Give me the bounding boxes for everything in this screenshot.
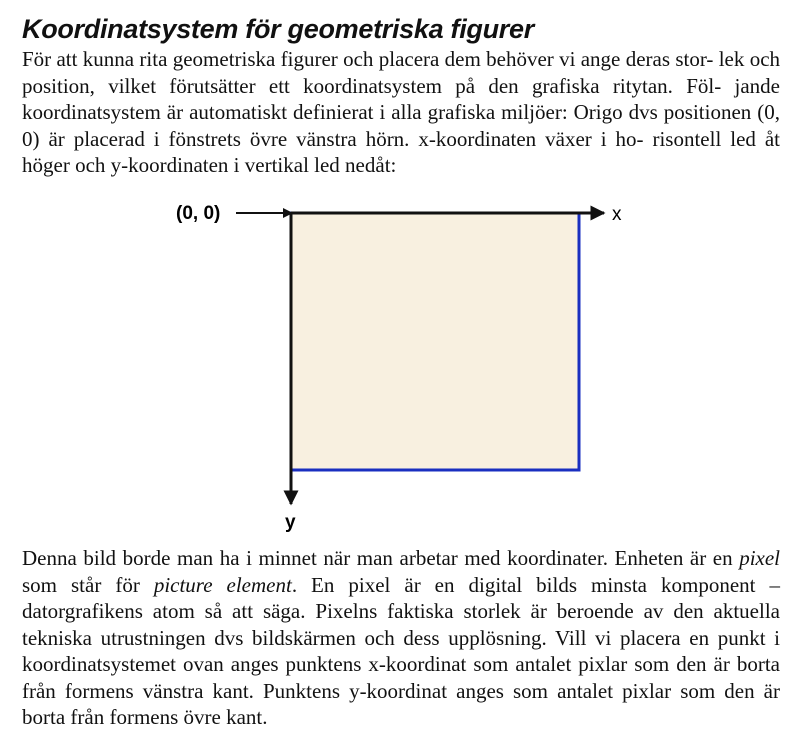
coordinate-system-diagram	[0, 190, 800, 540]
y-axis-label: y	[285, 512, 296, 533]
explanation-paragraph	[22, 545, 780, 731]
intro-line: lek och position, vilket förutsätter ett koordinatsystem på den grafiska ritytan. Föl-	[22, 47, 781, 98]
intro-line: jande koordinatsystem är automatiskt definierat i alla grafiska miljöer: Origo dvs	[22, 73, 780, 124]
text-segment: som står för	[22, 572, 154, 597]
text-segment: Denna bild borde man ha i minnet när man arbetar med koordinater. Enheten är en	[22, 546, 740, 570]
intro-line: positionen (0, 0) är placerad i fönstrets övre vänstra hörn. x-koordinaten växer i ho-	[22, 100, 780, 151]
text-segment: . En pixel är en digital bilds minsta komponent – datorgrafikens atom så att säga. Pixelns faktiska storlek är beroende av den aktuella tekniska utrustningen dvs bildskärmen och dess upplösning. Vill vi placera en punkt i koordinatsystemet ovan anges punktens x-koordinat som antalet pixlar som den är borta från formens vänstra kant. Punktens y-koordinat anges som antalet pixlar som den är borta från formens övre kant.	[22, 572, 780, 729]
page-title: Koordinatsystem för geometriska figurer	[22, 14, 534, 44]
origin-label: (0, 0)	[176, 203, 221, 224]
drawing-area-rect	[291, 213, 579, 470]
intro-paragraph	[22, 46, 780, 179]
x-axis-label: x	[612, 204, 622, 225]
emphasized-term: picture element	[153, 572, 292, 597]
intro-line: För att kunna rita geometriska figurer och placera dem behöver vi ange deras stor-	[22, 47, 714, 71]
intro-line: risontell led åt höger och y-koordinaten i vertikal led nedåt:	[22, 126, 781, 177]
emphasized-term: pixel	[739, 546, 780, 570]
